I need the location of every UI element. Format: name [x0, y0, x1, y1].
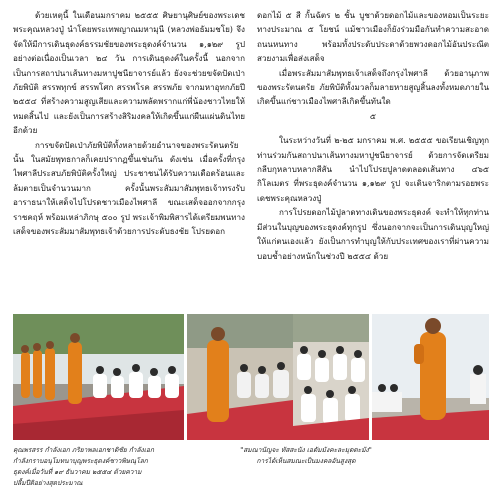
article-paragraph: การขจัดปัดเป่าภัยพิบัติทั้งหลายด้วยอำนาจของพระรัตนตรัยนั้น ในสมัยพุทธกาลก็เคยปรากฏขึ้นเช่นกัน ดังเช่น เมื่อครั้งที่กรุงไพศาลีประสบภัยพิบัติครั้งใหญ่ ประชาชนได้รับความเดือดร้อนและล้มตายเป็นจำนวนมาก ครั้งนั้นพระสัมมาสัมพุทธเจ้าทรงรับอาราธนาให้เสด็จไปโปรดชาวเมืองไพศาลี ขณะเสด็จออกจากกรุงราชคฤห์ พร้อมเหล่าภิกษุ ๕๐๐ รูป พระเจ้าพิมพิสารได้เตรียมพนทางเสด็จของพระสัมมาสัมพุทธเจ้าด้วยการประดับธงชัย โปรยดอก — [13, 139, 245, 237]
caption-line: คุณพรสรร กำลังเอก ภริยาพลเอกชาติชัย กำลังเอก — [13, 446, 154, 454]
article-right-column — [257, 8, 489, 310]
section-marker: ๕ — [369, 110, 377, 121]
article-paragraph: ในระหว่างวันที่ ๒-๒๕ มกราคม พ.ศ. ๒๕๕๕ ขอเรียนเชิญทุกท่านร่วมกันสถาปนาเส้นทางมหาปูชนียาจารย์ ด้วยการจัดเตรียมกลีบกุหลาบหลากสีสัน นำไปโปรยปูลาดตลอดเส้นทาง ๔๖๕ กิโลเมตร ที่พระธุดงค์จำนวน ๑,๑๒๙ รูป จะเดินจาริกตามรอยพระเดชพระคุณหลวงปู่ — [257, 135, 489, 203]
caption-line: ธุดงค์เมื่อวันที่ ๑๙ ธันวาคม ๒๕๕๔ ด้วยความ — [13, 468, 142, 476]
caption-line: ปลื้มปีติอย่างสุดประมาณ — [13, 479, 83, 487]
caption-line: "สมณานัญจะ ทัสสะนัง เอตัมมังคะละมุตตะมัง" — [240, 446, 372, 454]
photo-monk-single — [372, 314, 489, 440]
article-paragraph: ด้วยเหตุนี้ ในเดือนมกราคม ๒๕๕๕ ศิษยานุศิษย์ของพระเดชพระคุณหลวงปู่ นำโดยพระเทพญาณมหามุนี (หลวงพ่อธัมมชโย) จึงจัดให้มีการเดินธุดงค์ธรรมชัยของพระธุดงค์จำนวน ๑,๑๒๙ รูป อย่างต่อเนื่องเป็นเวลา ๒๔ วัน การเดินธุดงค์ในครั้งนี้ นอกจากเป็นการสถาปนาเส้นทางมหาปูชนียาจารย์แล้ว ยังจะช่วยขจัดปัดเป่าภัยพิบัติ สรรพทุกข์ สรรพโศก สรรพโรค สรรพภัย จากมหาอุทกภัยปี ๒๕๕๔ ที่สร้างความสูญเสียและความพลัดพรากแก่พี่น้องชาวไทยให้หมดสิ้นไป และยังเป็นการสร้างสิริมงคลให้เกิดขึ้นแก่ผืนแผ่นดินไทยอีกด้วย — [13, 10, 245, 136]
caption-line: กำลังกราบอนุโมทนาบุญพระธุดงค์ชาวพิษณุโลก — [13, 457, 148, 465]
article-left-column — [13, 8, 245, 310]
caption-line: การได้เห็นสมณะเป็นมงคลอันสูงสุด — [256, 457, 356, 465]
photo-monk-passing-crowd — [187, 314, 293, 440]
photo-caption-center — [226, 445, 386, 467]
article-paragraph: เมื่อพระสัมมาสัมพุทธเจ้าเสด็จถึงกรุงไพศาลี ด้วยอานุภาพของพระรัตนตรัย ภัยพิบัติทั้งมวลก็มลายหายสูญสิ้นลงทั้งหมดภายในเกิดขึ้นแก่ชาวเมืองไพศาลีเกิดขึ้นทันใด — [257, 67, 489, 107]
article-paragraph: การโปรยดอกไม้ปูลาดทางเดินของพระธุดงค์ จะทำให้ทุกท่านมีส่วนในบุญของพระธุดงค์ทุกรูป ซึ่งนอกจากจะเป็นการเดินบุญใหญ่ให้แก่ตนเองแล้ว ยังเป็นการทำบุญให้กับประเทศของเราที่ผ่านความบอบช้ำอย่างหนักในช่วงปี ๒๕๕๔ ด้วย — [257, 207, 489, 261]
photo-monks-walking-petals — [13, 314, 184, 440]
article-paragraph: ดอกไม้ ๕ สี กั้นฉัตร ๒ ชั้น บูชาด้วยดอกไม้และของหอมเป็นระยะทางประมาณ ๕ โยชน์ แม้ชาวเมืองก็ยังร่วมมือกันทำความสะอาดถนนหนทาง พร้อมทั้งประดับประดาด้วยพวงดอกไม้อันประณีตสวยงามเพื่อส่งเสด็จ — [257, 10, 489, 64]
photo-crowd-kneeling — [293, 314, 369, 440]
photo-caption-left — [13, 445, 188, 489]
